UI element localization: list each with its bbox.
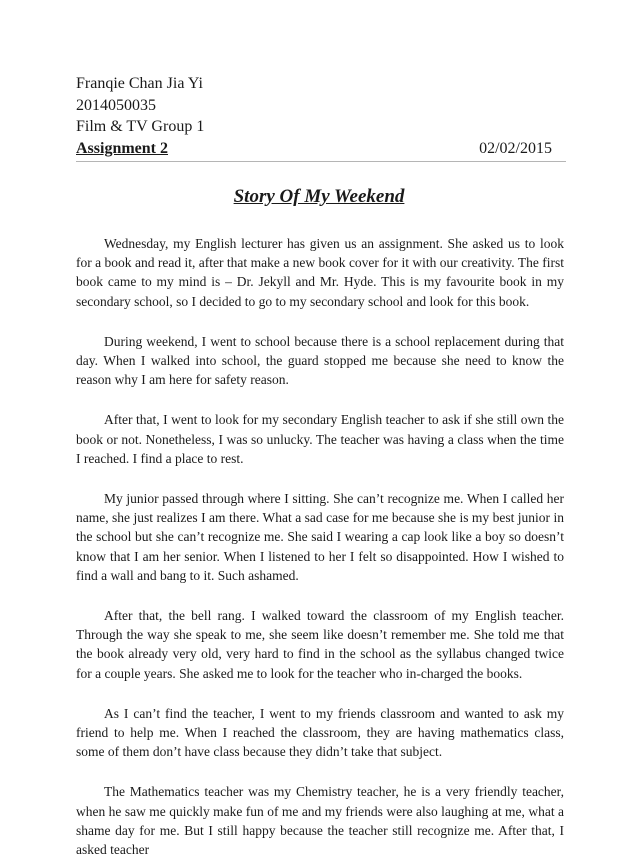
paragraph: Wednesday, my English lecturer has given us an assignment. She asked us to look for a book and read it, after that make a new book cover for it with our creativity. The first book came to my mind is – Dr. Jekyll and Mr. Hyde. This is my favourite book in my secondary school, so I decided to go to my secondary school and look for this book. (76, 236, 564, 309)
assignment-row (76, 138, 566, 160)
assignment-date: 02/02/2015 (479, 139, 552, 157)
paragraph: After that, I went to look for my secondary English teacher to ask if she still own the book or not. Nonetheless, I was so unlucky. The teacher was having a class when the time I reached. I find a place to rest. (76, 412, 564, 466)
story-body (76, 234, 564, 859)
paragraph: My junior passed through where I sitting. She can’t recognize me. When I called her name, she just realizes I am there. What a sad case for me because she is my best junior in the school but she can’t recognize me. She said I wearing a cap look like a boy so doesn’t know that I am her senior. When I listened to her I felt so disappointed. How I wished to find a wall and bang to it. Such ashamed. (76, 491, 564, 583)
student-name: Franqie Chan Jia Yi (76, 75, 203, 92)
student-id: 2014050035 (76, 96, 156, 114)
paragraph: After that, the bell rang. I walked toward the classroom of my English teacher. Through the way she speak to me, she seem like doesn’t remember me. She told me that the book already very old, very hard to find in the school as the syllabus changed twice for a couple years. She asked me to look for the teacher who in-charged the books. (76, 608, 564, 681)
paragraph: As I can’t find the teacher, I went to my friends classroom and wanted to ask my friend to help me. When I reached the classroom, they are having mathematics class, some of them don’t have class because they didn’t take that subject. (76, 705, 564, 760)
assignment-title: Assignment 2 (76, 139, 169, 157)
story-title: Story Of My Weekend (233, 186, 405, 207)
class-group: Film & TV Group 1 (76, 118, 205, 135)
student-info-header (76, 73, 566, 159)
header-divider (76, 161, 566, 162)
paragraph: During weekend, I went to school because there is a school replacement during that day. When I walked into school, the guard stopped me because she need to know the reason why I am here for safety reason. (76, 333, 564, 388)
paragraph: The Mathematics teacher was my Chemistry teacher, he is a very friendly teacher, when he saw me quickly make fun of me and my friends were also laughing at me, what a shame day for me. But I still happy because the teacher still recognize me. After that, I asked teacher (76, 784, 564, 858)
